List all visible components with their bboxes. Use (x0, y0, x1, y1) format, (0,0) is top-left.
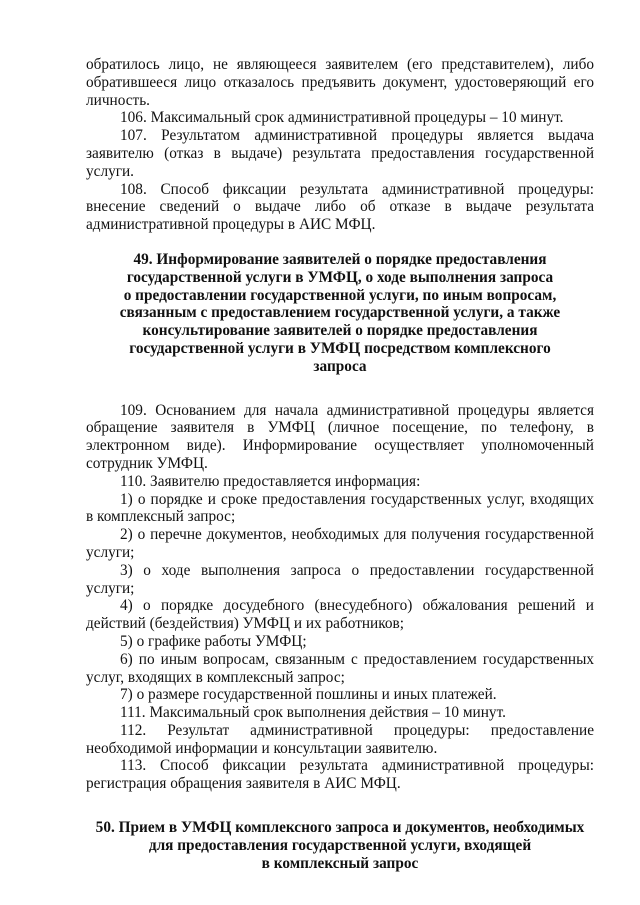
list-item: 3) о ходе выполнения запроса о предоставлении государственной услуги; (86, 561, 594, 597)
paragraph-107: 107. Результатом административной процедуры является выдача заявителю (отказ в выдаче) результата предоставления государственной услуги. (86, 127, 594, 180)
paragraph-111: 111. Максимальный срок выполнения действия – 10 минут. (120, 704, 506, 722)
heading-line: 49. Информирование заявителей о порядке предоставления (133, 250, 547, 268)
paragraph-continuation: обратилось лицо, не являющееся заявителем (его представителем), либо обратившееся лицо отказалось предъявить документ, удостоверяющий его личность. (86, 56, 594, 109)
heading-line: государственной услуги в УМФЦ посредством комплексного (129, 339, 551, 357)
list-item: 1) о порядке и сроке предоставления государственных услуг, входящих в комплексный запрос; (86, 490, 594, 526)
heading-line: запроса (313, 357, 367, 375)
heading-line: государственной услуги в УМФЦ, о ходе выполнения запроса (126, 268, 554, 286)
heading-line: связанным с предоставлением государственной услуги, а также (119, 304, 561, 322)
heading-line: консультирование заявителей о порядке предоставления (142, 322, 538, 340)
paragraph-106: 106. Максимальный срок административной процедуры – 10 минут. (120, 109, 564, 127)
paragraph-110: 110. Заявителю предоставляется информация: (120, 472, 421, 490)
heading-line: 50. Прием в УМФЦ комплексного запроса и документов, необходимых (95, 819, 585, 837)
list-item: 6) по иным вопросам, связанным с предоставлением государственных услуг, входящих в комплексный запрос; (86, 650, 594, 686)
heading-line: о предоставлении государственной услуги, по иным вопросам, (123, 286, 557, 304)
section-50-heading (86, 819, 594, 872)
heading-line: в комплексный запрос (261, 854, 419, 872)
paragraph-108: 108. Способ фиксации результата административной процедуры: внесение сведений о выдаче либо об отказе в выдаче результата административной процедуры в АИС МФЦ. (86, 180, 594, 234)
paragraph-109: 109. Основанием для начала административной процедуры является обращение заявителя в УМФЦ (личное посещение, по телефону, в электронном виде). Информирование осуществляет уполномоченный сотрудник УМФЦ. (86, 401, 594, 472)
paragraph-112: 112. Результат административной процедуры: предоставление необходимой информации и консультации заявителю. (86, 721, 594, 757)
list-item: 2) о перечне документов, необходимых для получения государственной услуги; (86, 526, 594, 561)
paragraph-113: 113. Способ фиксации результата административной процедуры: регистрация обращения заявителя в АИС МФЦ. (86, 757, 594, 793)
list-item: 7) о размере государственной пошлины и иных платежей. (120, 686, 497, 704)
list-item: 5) о графике работы УМФЦ; (120, 632, 307, 650)
section-49-heading (86, 251, 594, 376)
heading-line: для предоставления государственной услуги, входящей (148, 836, 532, 854)
list-item: 4) о порядке досудебного (внесудебного) обжалования решений и действий (бездействия) УМФЦ и их работников; (86, 597, 594, 633)
